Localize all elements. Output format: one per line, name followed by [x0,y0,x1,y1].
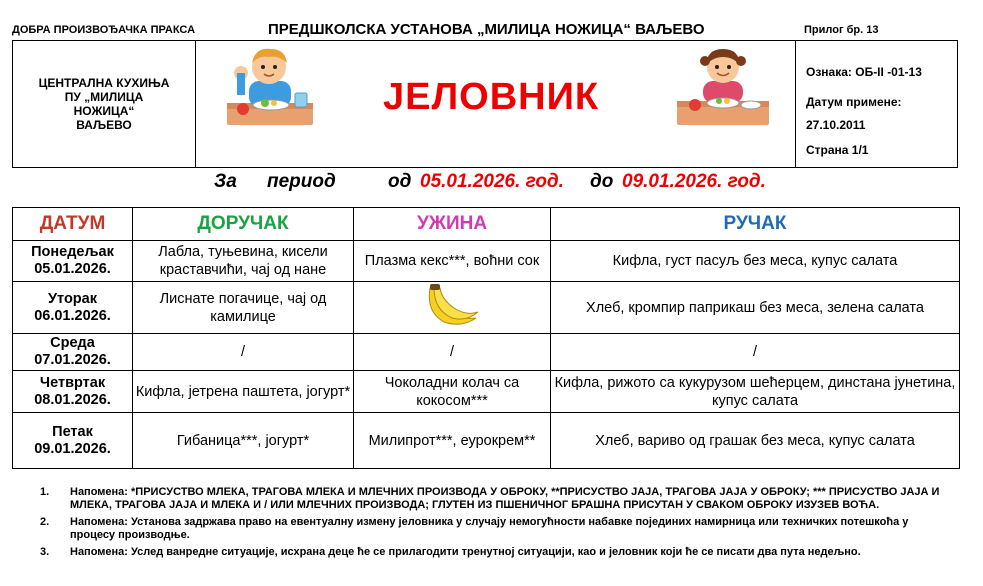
table-row [13,282,960,334]
breakfast-cell: Лиснате погачице, чај од камилице [133,282,354,334]
date-label: Датум примене: [806,95,902,109]
period-za: За [214,171,237,192]
practice-label: ДОБРА ПРОИЗВОЂАЧКА ПРАКСА [12,24,196,36]
table-header-row [13,208,960,241]
note-number: 3. [40,546,50,558]
day-cell [13,413,133,469]
header-lunch: РУЧАК [551,208,960,241]
top-header-line [12,22,972,40]
table-row [13,241,960,282]
header-date: ДАТУМ [13,208,133,241]
note-item [40,546,940,559]
lunch-cell: Хлеб, кромпир паприкаш без меса, зелена салата [551,282,960,334]
institution-name: ПРЕДШКОЛСКА УСТАНОВА „МИЛИЦА НОЖИЦА“ ВАЉЕВО [268,21,705,38]
header-breakfast: ДОРУЧАК [133,208,354,241]
organization-block [13,41,196,167]
breakfast-cell: Лабла, туњевина, кисели краставчићи, чај од нане [133,241,354,282]
document-info-block [795,41,957,167]
header-box [12,40,958,168]
day-date: 07.01.2026. [34,352,111,368]
day-cell [13,334,133,371]
org-line: ПУ „МИЛИЦА [64,90,144,104]
period-to-date: 09.01.2026. год. [622,171,766,192]
org-line: ВАЉЕВО [76,118,132,132]
page-number: Страна 1/1 [806,143,869,157]
note-number: 1. [40,486,50,498]
lunch-cell: / [551,334,960,371]
org-line: НОЖИЦА“ [73,104,135,118]
day-date: 09.01.2026. [34,440,111,457]
breakfast-cell: Гибаница***, јогурт* [133,413,354,469]
day-date: 06.01.2026. [34,307,111,324]
note-text: Напомена: Услед ванредне ситуације, исхрана деце ће се прилагодити тренутној ситуацији, као и јеловник који ће се писати два пута недељно. [70,546,861,558]
lunch-cell: Хлеб, вариво од грашак без меса, купус салата [551,413,960,469]
period-from-date: 05.01.2026. год. [420,171,564,192]
day-name: Понедељак [31,244,114,260]
day-cell [13,282,133,334]
note-number: 2. [40,516,50,528]
snack-cell: Милипрот***, еурокрем** [354,413,551,469]
snack-cell: / [354,334,551,371]
note-text: Напомена: Установа задржава право на евентуалну измену јеловника у случају немогућности набавке појединих намирница или техничких потешкоћа у процесу производње. [70,516,909,541]
boy-eating-icon [221,43,317,129]
note-item [40,516,940,542]
period-od: од [388,171,412,192]
org-line: ЦЕНТРАЛНА КУХИЊА [38,76,170,90]
page-title: ЈЕЛОВНИК [383,76,600,118]
breakfast-cell: / [133,334,354,371]
table-row [13,334,960,371]
banana-icon [422,282,482,328]
snack-cell [354,282,551,334]
header-snack: УЖИНА [354,208,551,241]
day-name: Петак [52,423,93,440]
period-word: период [267,171,336,192]
note-text: Напомена: *ПРИСУСТВО МЛЕКА, ТРАГОВА МЛЕКА И МЛЕЧНИХ ПРОИЗВОДА У ОБРОКУ, **ПРИСУСТВО ЈАЈА, ТРАГОВА ЈАЈА У ОБРОКУ; *** ПРИСУСТВО ЈАЈА И МЛЕКА, ТРАГОВА ЈАЈА И МЛЕКА И / ИЛИ МЛЕЧНИХ ПРОИЗВОДА; ГЛУТЕН ИЗ ПШЕНИЧНОГ БРАШНА ПРИСУТАН У СВАКОМ ОБРОКУ ИЗУЗЕВ ВОЋА. [70,486,940,511]
day-name: Четвртак [39,374,106,391]
breakfast-cell: Кифла, јетрена паштета, јогурт* [133,371,354,413]
date-value: 27.10.2011 [806,118,866,132]
day-name: Среда [50,335,95,351]
appendix-number: Прилог бр. 13 [804,24,879,36]
day-date: 08.01.2026. [34,391,111,408]
lunch-cell: Кифла, рижото са кукурузом шећерцем, динстана јунетина, купус салата [551,371,960,413]
day-cell [13,371,133,413]
notes-list [40,486,940,563]
day-name: Уторак [48,290,97,307]
girl-eating-icon [673,43,773,129]
day-cell [13,241,133,282]
menu-table [12,207,960,469]
snack-cell: Чоколадни колач са кокосом*** [354,371,551,413]
period-do: до [590,171,614,192]
snack-cell: Плазма кекс***, воћни сок [354,241,551,282]
note-item [40,486,940,512]
lunch-cell: Кифла, густ пасуљ без меса, купус салата [551,241,960,282]
table-row [13,371,960,413]
day-date: 05.01.2026. [34,261,111,277]
table-row [13,413,960,469]
doc-code: Ознака: ОБ-II -01-13 [806,65,922,79]
